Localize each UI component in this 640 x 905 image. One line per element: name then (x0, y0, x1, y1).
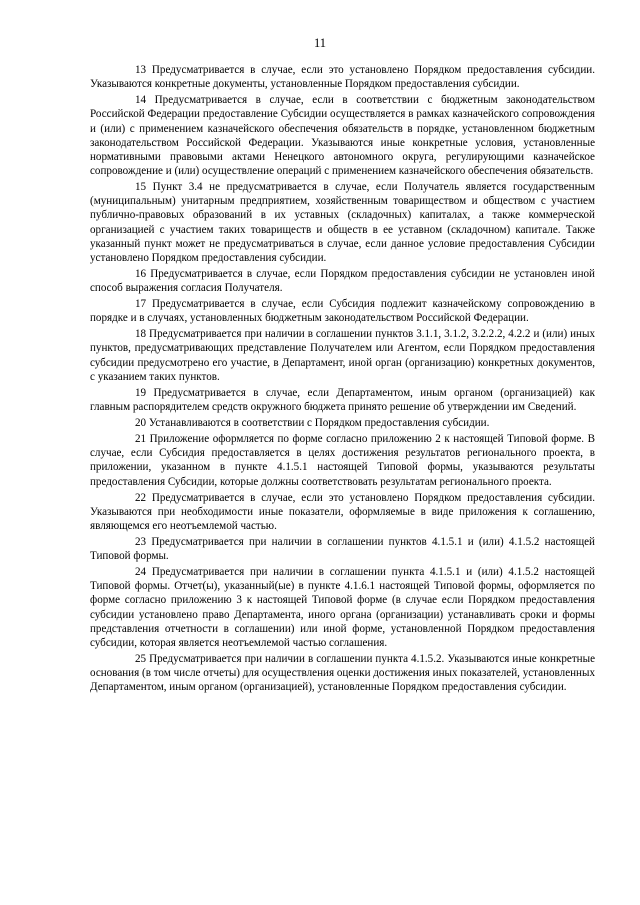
footnote-18: 18 Предусматривается при наличии в соглашении пунктов 3.1.1, 3.1.2, 3.2.2.2, 4.2.2 и (или) иных пунктов, предусматривающих представление Получателем или Агентом, если Порядком предоставления субсидии предусмотрено его участие, в Департамент, иной орган (организацию) конкретных документов, с указанием таких пунктов. (90, 328, 595, 383)
footnote-22: 22 Предусматривается в случае, если это установлено Порядком предоставления субсидии. Указываются при необходимости иные показатели, оформляемые в виде приложения к соглашению, являющемся его неотъемлемой частью. (90, 491, 595, 532)
page-number: 11 (313, 36, 327, 50)
footnote-25: 25 Предусматривается при наличии в соглашении пункта 4.1.5.2. Указываются иные конкретные основания (в том числе отчеты) для осуществления оценки достижения иных показателей, установленных Департаментом, иным органом (организацией), установленные Порядком предоставления субсидии. (90, 652, 595, 694)
footnote-13: 13 Предусматривается в случае, если это установлено Порядком предоставления субсидии. Указываются конкретные документы, установленные Порядком предоставления субсидии. (90, 64, 595, 91)
footnote-14: 14 Предусматривается в случае, если в соответствии с бюджетным законодательством Российской Федерации предоставление Субсидии осуществляется в рамках казначейского сопровождения и (или) с применением казначейского обеспечения обязательств в порядке, установленном бюджетным законодательством Российской Федерации. Указываются иные конкретные условия, установленные нормативными правовыми актами Ненецкого автономного округа, регулирующими казначейское сопровождение и (или) осуществление операций с применением казначейского обеспечения обязательств. (90, 94, 595, 177)
footnote-24: 24 Предусматривается при наличии в соглашении пункта 4.1.5.1 и (или) 4.1.5.2 настоящей Типовой формы. Отчет(ы), указанный(ые) в пункте 4.1.6.1 настоящей Типовой формы, оформляется по форме согласно приложению 3 к настоящей Типовой форме (в случае если Порядком предоставления субсидии установлено право Департамента, иного органа (организации) устанавливать сроки и формы представления отчетности в соглашении) или иной форме, установленной Порядком предоставления субсидии, которая является неотъемлемой частью соглашения. (90, 566, 595, 649)
footnote-21: 21 Приложение оформляется по форме согласно приложению 2 к настоящей Типовой форме. В случае, если Субсидия предоставляется в целях достижения результатов регионального проекта, в приложении, указанном в пункте 4.1.5.1 настоящей Типовой формы, указываются результаты предоставления Субсидии, которые должны соответствовать результатам регионального проекта. (90, 433, 595, 488)
footnote-19: 19 Предусматривается в случае, если Департаментом, иным органом (организацией) как главным распорядителем средств окружного бюджета принято решение об утверждении им Сведений. (90, 386, 595, 413)
footnote-23: 23 Предусматривается при наличии в соглашении пунктов 4.1.5.1 и (или) 4.1.5.2 настоящей Типовой формы. (90, 535, 595, 563)
footnote-17: 17 Предусматривается в случае, если Субсидия подлежит казначейскому сопровождению в порядке и в случаях, установленных бюджетным законодательством Российской Федерации. (90, 298, 595, 325)
footnote-15: 15 Пункт 3.4 не предусматривается в случае, если Получатель является государственным (муниципальным) унитарным предприятием, хозяйственным товариществом и обществом с участием публично-правовых образований в их уставных (складочных) капиталах, а также коммерческой организацией с участием таких товариществ и обществ в ее уставном (складочном) капитале. Также указанный пункт может не предусматриваться в случае, если данное условие предоставления Субсидии установлено Порядком предоставления субсидии. (90, 181, 595, 264)
footnote-20: 20 Устанавливаются в соответствии с Порядком предоставления субсидии. (135, 416, 490, 429)
footnote-16: 16 Предусматривается в случае, если Порядком предоставления субсидии не установлен иной способ выражения согласия Получателя. (90, 267, 595, 295)
footnotes-body (90, 63, 595, 696)
